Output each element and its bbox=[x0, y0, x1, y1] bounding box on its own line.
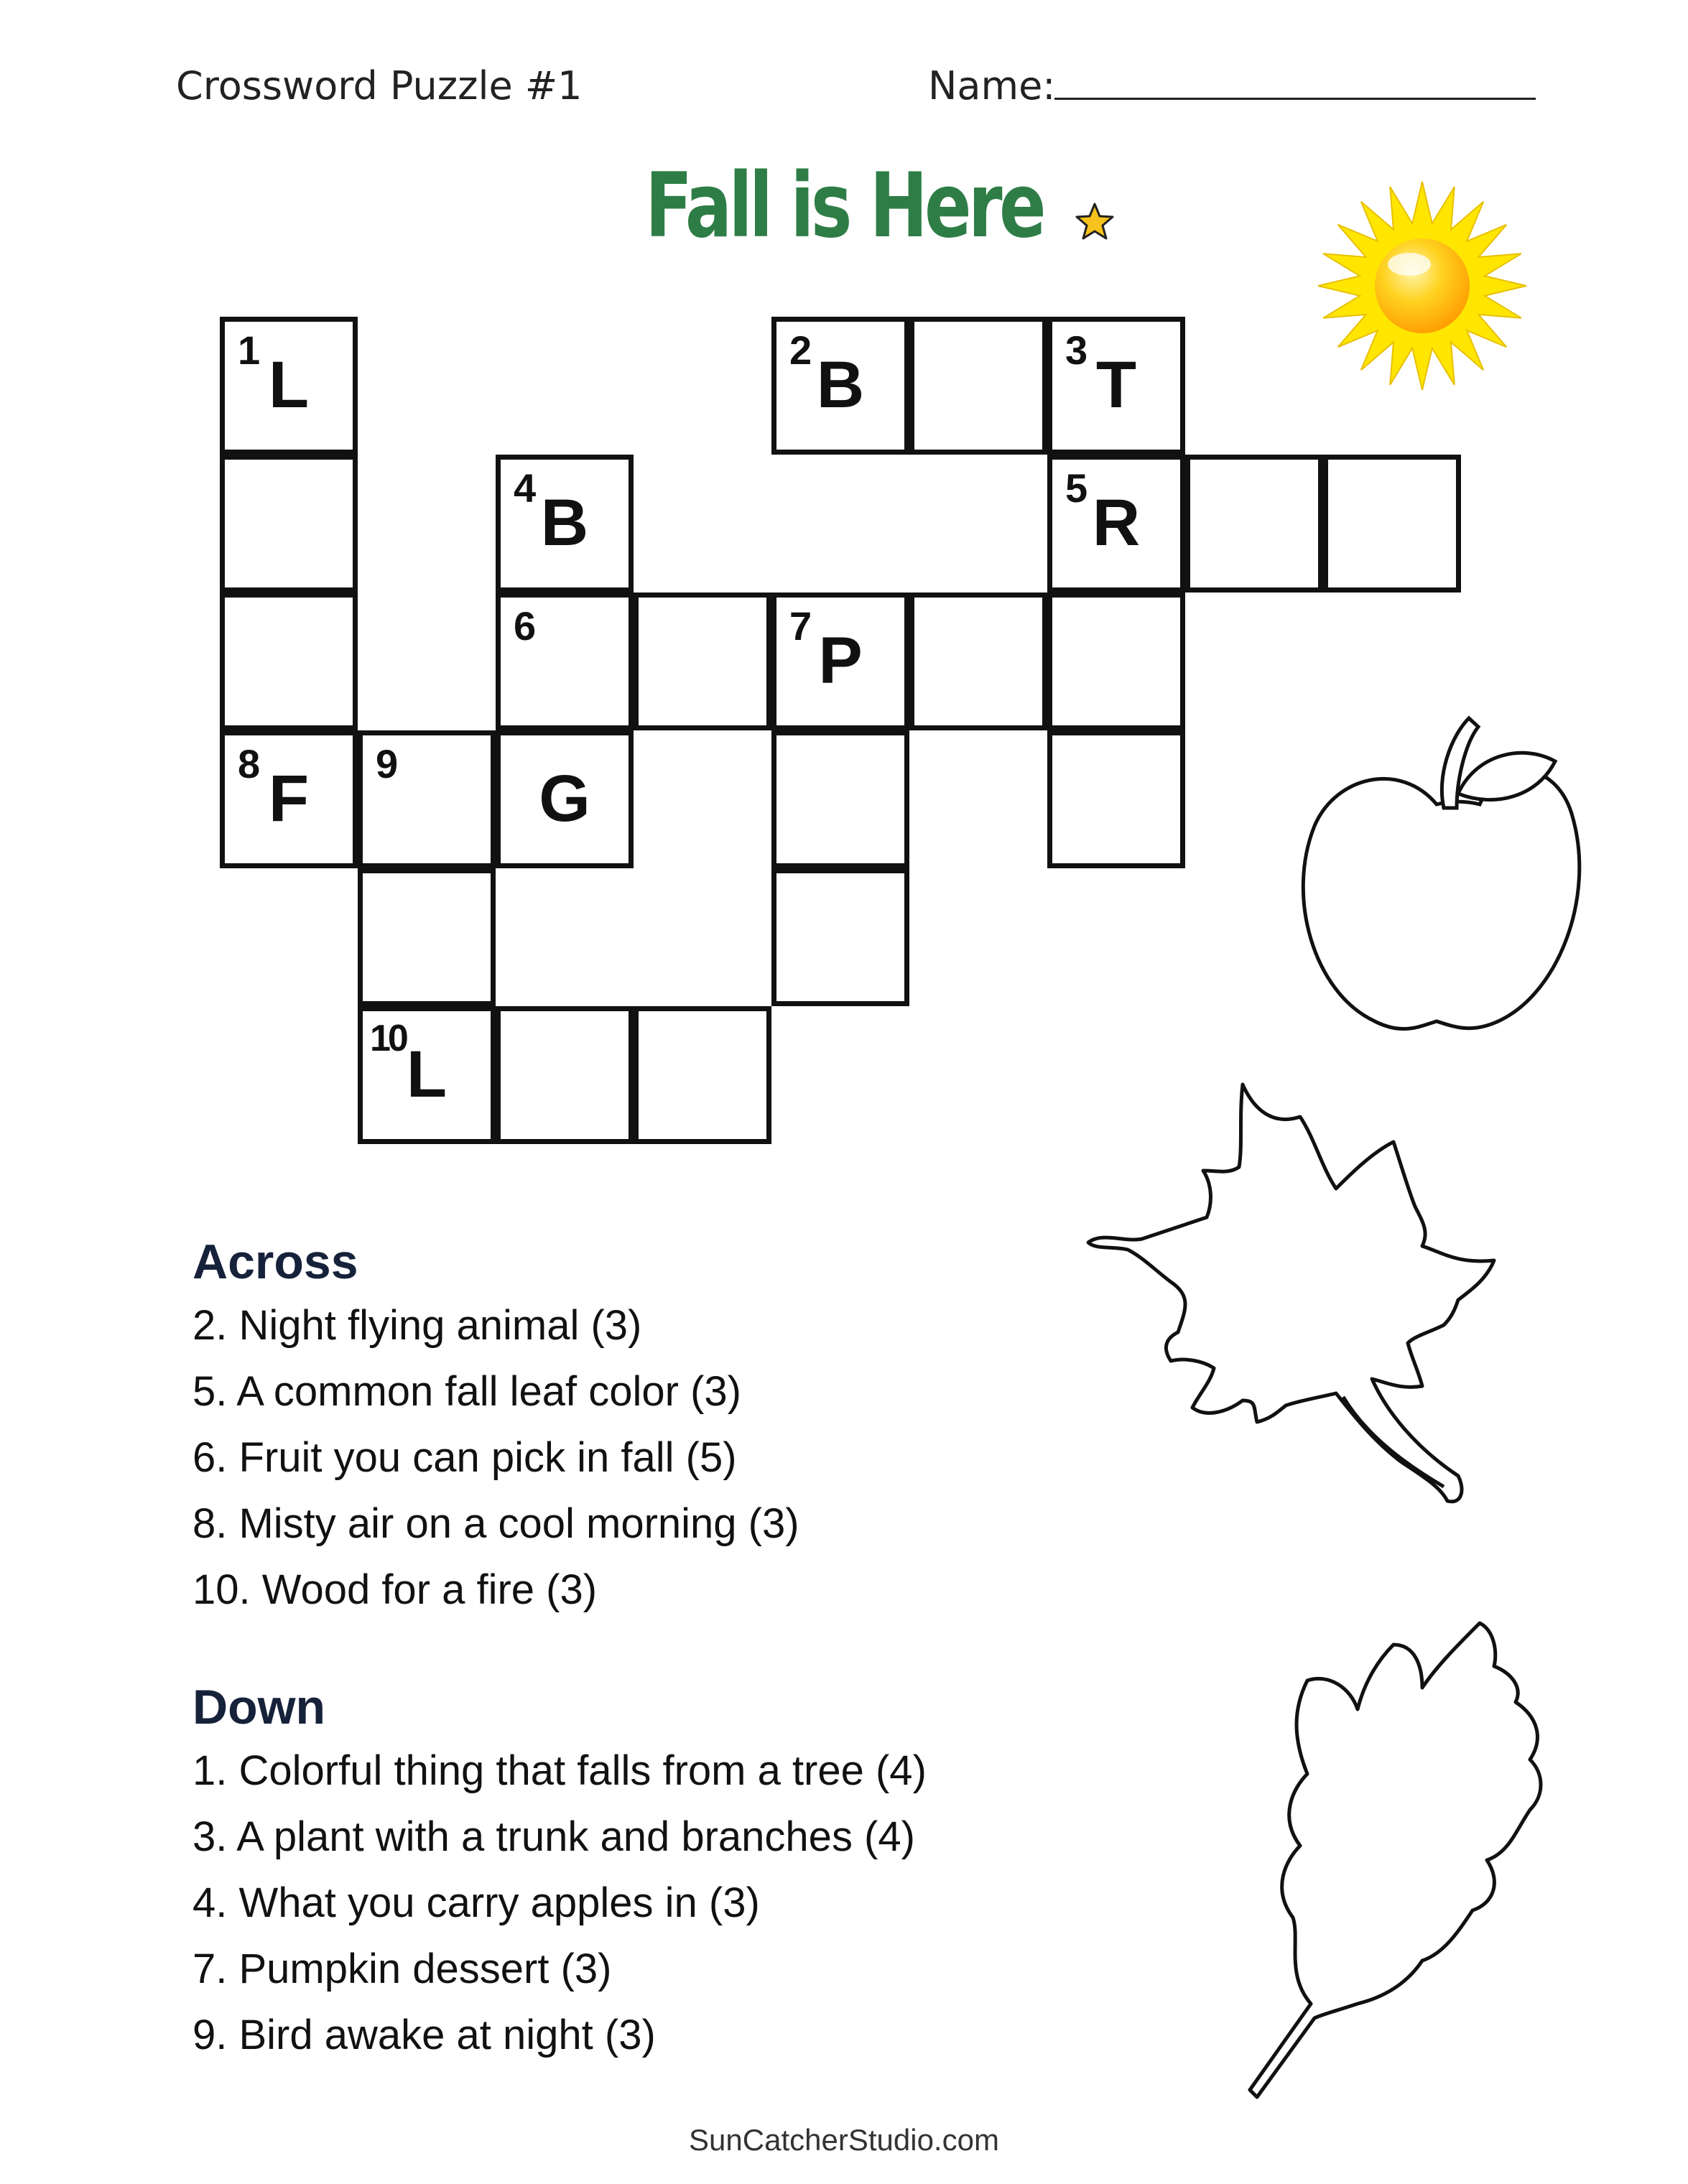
clue-number: 6 bbox=[514, 603, 537, 649]
across-clue: 2. Night flying animal (3) bbox=[193, 1302, 642, 1349]
page-title: Fall is Here bbox=[645, 154, 1043, 258]
down-clue: 7. Pumpkin dessert (3) bbox=[193, 1946, 612, 1992]
down-heading: Down bbox=[193, 1680, 326, 1734]
down-clue: 1. Colorful thing that falls from a tree (4) bbox=[193, 1747, 927, 1794]
across-clues bbox=[193, 1234, 799, 1623]
grid-cell-r1c0[interactable] bbox=[220, 455, 358, 593]
grid-cell-r5c2[interactable] bbox=[496, 1006, 634, 1144]
grid-cell-r3c1[interactable] bbox=[358, 730, 496, 868]
clue-number: 5 bbox=[1065, 465, 1088, 511]
across-clue: 8. Misty air on a cool morning (3) bbox=[193, 1500, 799, 1547]
maple-leaf-icon bbox=[1085, 1074, 1544, 1533]
across-heading: Across bbox=[193, 1235, 358, 1289]
clue-number: 7 bbox=[789, 603, 812, 649]
filled-letter: G bbox=[539, 762, 590, 835]
clue-number: 3 bbox=[1065, 327, 1088, 373]
grid-cell-r1c6[interactable] bbox=[1047, 455, 1185, 593]
grid-cell-r0c5[interactable] bbox=[909, 317, 1047, 455]
grid-cell-r4c1[interactable] bbox=[358, 868, 496, 1006]
across-clue: 5. A common fall leaf color (3) bbox=[193, 1368, 741, 1415]
grid-cell-r1c8[interactable] bbox=[1323, 455, 1461, 593]
filled-letter: R bbox=[1092, 486, 1141, 559]
grid-cell-r2c5[interactable] bbox=[909, 593, 1047, 730]
name-label: Name: bbox=[928, 63, 1056, 108]
clue-number: 8 bbox=[238, 741, 261, 786]
clue-number: 1 bbox=[238, 327, 261, 373]
down-clue: 3. A plant with a trunk and branches (4) bbox=[193, 1813, 915, 1860]
filled-letter: L bbox=[406, 1038, 447, 1111]
grid-cell-r2c4[interactable] bbox=[771, 593, 909, 730]
grid-cell-r3c0[interactable] bbox=[220, 730, 358, 868]
filled-letter: B bbox=[540, 486, 589, 559]
clue-number: 9 bbox=[376, 741, 399, 786]
filled-letter: T bbox=[1095, 348, 1137, 422]
across-clue: 10. Wood for a fire (3) bbox=[193, 1566, 598, 1613]
clue-number: 2 bbox=[789, 327, 812, 373]
grid-cell-r3c6[interactable] bbox=[1047, 730, 1185, 868]
grid-cell-r2c6[interactable] bbox=[1047, 593, 1185, 730]
grid-cell-r5c1[interactable] bbox=[358, 1006, 496, 1144]
grid-cell-r0c0[interactable] bbox=[220, 317, 358, 455]
grid-cell-r2c2[interactable] bbox=[496, 593, 634, 730]
footer-credit: SunCatcherStudio.com bbox=[689, 2123, 999, 2157]
down-clue: 9. Bird awake at night (3) bbox=[193, 2012, 656, 2058]
clue-number: 4 bbox=[514, 465, 537, 511]
filled-letter: L bbox=[268, 348, 310, 422]
oak-leaf-icon bbox=[1228, 1602, 1602, 2104]
grid-cell-r1c7[interactable] bbox=[1185, 455, 1323, 593]
clue-number: 10 bbox=[370, 1018, 406, 1059]
grid-cell-r3c4[interactable] bbox=[771, 730, 909, 868]
grid-cell-r5c3[interactable] bbox=[634, 1006, 771, 1144]
down-clues bbox=[193, 1679, 927, 2068]
grid-cell-r0c6[interactable] bbox=[1047, 317, 1185, 455]
down-clue: 4. What you carry apples in (3) bbox=[193, 1879, 760, 1926]
filled-letter: P bbox=[818, 624, 863, 697]
grid-cell-r2c3[interactable] bbox=[634, 593, 771, 730]
grid-cell-r2c0[interactable] bbox=[220, 593, 358, 730]
grid-cell-r1c2[interactable] bbox=[496, 455, 634, 593]
filled-letter: B bbox=[816, 348, 865, 422]
apple-icon bbox=[1286, 711, 1602, 1056]
grid-cell-r4c4[interactable] bbox=[771, 868, 909, 1006]
grid-cell-r3c2[interactable] bbox=[496, 730, 634, 868]
puzzle-label: Crossword Puzzle #1 bbox=[176, 63, 583, 108]
filled-letter: F bbox=[268, 762, 310, 835]
grid-cell-r0c4[interactable] bbox=[771, 317, 909, 455]
across-clue: 6. Fruit you can pick in fall (5) bbox=[193, 1434, 737, 1481]
